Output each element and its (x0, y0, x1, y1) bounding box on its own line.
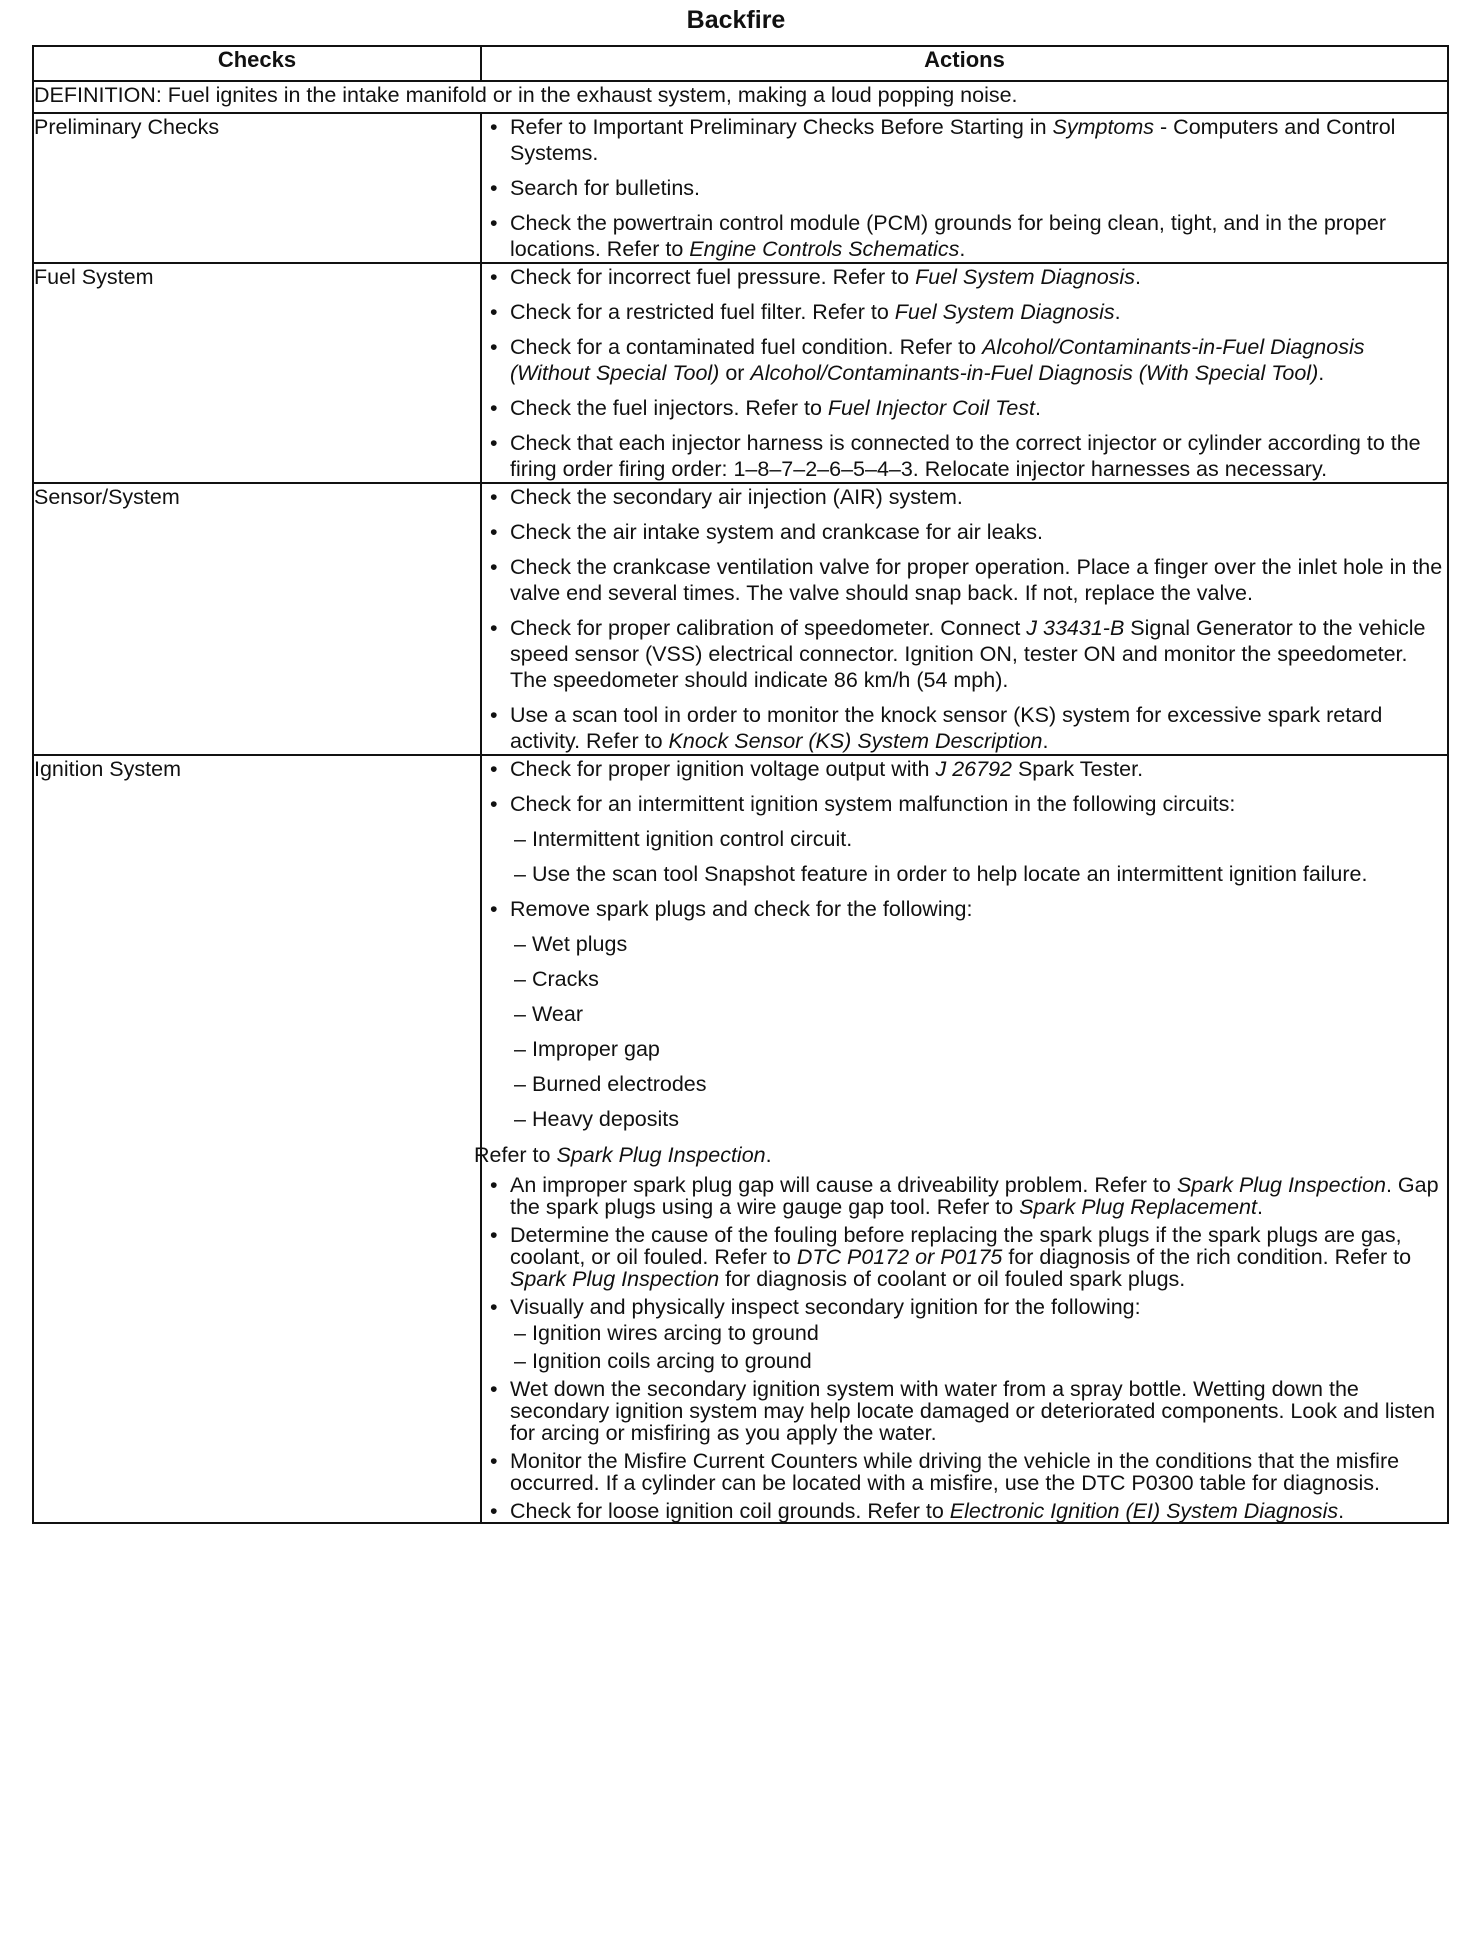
action-item: • An improper spark plug gap will cause a driveability problem. Refer to Spark Plug Inspection. Gap the spark plugs using a wire gauge gap tool. Refer to Spark Plug Replacement. (482, 1174, 1447, 1218)
action-item: • Check for an intermittent ignition system malfunction in the following circuits: – Intermittent ignition control circuit. – Use the scan tool Snapshot feature in order to help locate an intermittent ignition failure. (482, 791, 1447, 887)
action-item: • Check the fuel injectors. Refer to Fuel Injector Coil Test. (482, 395, 1447, 421)
action-item: • Determine the cause of the fouling before replacing the spark plugs if the spark plugs are gas, coolant, or oil fouled. Refer to DTC P0172 or P0175 for diagnosis of the rich condition. Refer to Spark Plug Inspection for diagnosis of coolant or oil fouled spark plugs. (482, 1224, 1447, 1290)
table-row (33, 483, 1448, 755)
action-item: • Search for bulletins. (482, 175, 1447, 201)
sub-item: – Ignition coils arcing to ground (510, 1350, 1447, 1372)
action-item: • Check for a restricted fuel filter. Refer to Fuel System Diagnosis. (482, 299, 1447, 325)
action-item: • Visually and physically inspect secondary ignition for the following: – Ignition wires arcing to ground – Ignition coils arcing to ground (482, 1296, 1447, 1372)
check-cell: Ignition System (33, 755, 481, 1523)
check-cell: Fuel System (33, 263, 481, 483)
sub-item: – Heavy deposits (510, 1106, 1447, 1132)
action-item: • Wet down the secondary ignition system with water from a spray bottle. Wetting down the secondary ignition system may help locate damaged or deteriorated components. Look and listen for arcing or misfiring as you apply the water. (482, 1378, 1447, 1444)
action-item: • Monitor the Misfire Current Counters while driving the vehicle in the conditions that the misfire occurred. If a cylinder can be located with a misfire, use the DTC P0300 table for diagnosis. (482, 1450, 1447, 1494)
sub-item: – Intermittent ignition control circuit. (510, 826, 1447, 852)
sub-item: – Ignition wires arcing to ground (510, 1322, 1447, 1344)
sub-item: – Improper gap (510, 1036, 1447, 1062)
diagnostic-table (32, 45, 1449, 1524)
actions-header: Actions (481, 46, 1448, 81)
action-item: • Check for incorrect fuel pressure. Refer to Fuel System Diagnosis. (482, 264, 1447, 290)
page-title: Backfire (686, 6, 786, 34)
actions-cell (481, 263, 1448, 483)
action-item: • Use a scan tool in order to monitor the knock sensor (KS) system for excessive spark retard activity. Refer to Knock Sensor (KS) System Description. (482, 702, 1447, 754)
action-item: • Check for loose ignition coil grounds. Refer to Electronic Ignition (EI) System Diagnosis. (482, 1500, 1447, 1522)
reference-note: Refer to Spark Plug Inspection. (474, 1143, 772, 1167)
sub-item: – Wet plugs (510, 931, 1447, 957)
action-item: • Check for proper calibration of speedometer. Connect J 33431-B Signal Generator to the vehicle speed sensor (VSS) electrical connector. Ignition ON, tester ON and monitor the speedometer. The speedometer should indicate 86 km/h (54 mph). (482, 615, 1447, 693)
action-item: • Remove spark plugs and check for the following: – Wet plugs – Cracks – Wear – Improper gap – Burned electrodes – Heavy deposits (482, 896, 1447, 1132)
action-item: • Check the air intake system and crankcase for air leaks. (482, 519, 1447, 545)
action-item: • Check for proper ignition voltage output with J 26792 Spark Tester. (482, 756, 1447, 782)
sub-item: – Use the scan tool Snapshot feature in order to help locate an intermittent ignition failure. (510, 861, 1447, 887)
table-row (33, 263, 1448, 483)
action-item: • Check the secondary air injection (AIR) system. (482, 484, 1447, 510)
sub-item: – Cracks (510, 966, 1447, 992)
definition-text: DEFINITION: Fuel ignites in the intake manifold or in the exhaust system, making a loud popping noise. (33, 81, 1448, 113)
definition-row (33, 81, 1448, 113)
action-item: • Refer to Important Preliminary Checks Before Starting in Symptoms - Computers and Control Systems. (482, 114, 1447, 166)
actions-cell (481, 113, 1448, 263)
header-row (33, 46, 1448, 81)
action-item: • Check for a contaminated fuel condition. Refer to Alcohol/Contaminants-in-Fuel Diagnosis (Without Special Tool) or Alcohol/Contaminants-in-Fuel Diagnosis (With Special Tool). (482, 334, 1447, 386)
table-row (33, 755, 1448, 1523)
action-item: • Check that each injector harness is connected to the correct injector or cylinder according to the firing order firing order: 1–8–7–2–6–5–4–3. Relocate injector harnesses as necessary. (482, 430, 1447, 482)
table-row (33, 113, 1448, 263)
actions-cell (474, 755, 1448, 1523)
action-item: • Check the crankcase ventilation valve for proper operation. Place a finger over the inlet hole in the valve end several times. The valve should snap back. If not, replace the valve. (482, 554, 1447, 606)
check-cell: Sensor/System (33, 483, 481, 755)
actions-cell (481, 483, 1448, 755)
checks-header: Checks (33, 46, 481, 81)
action-item: • Check the powertrain control module (PCM) grounds for being clean, tight, and in the proper locations. Refer to Engine Controls Schematics. (482, 210, 1447, 262)
sub-item: – Burned electrodes (510, 1071, 1447, 1097)
check-cell: Preliminary Checks (33, 113, 481, 263)
sub-item: – Wear (510, 1001, 1447, 1027)
